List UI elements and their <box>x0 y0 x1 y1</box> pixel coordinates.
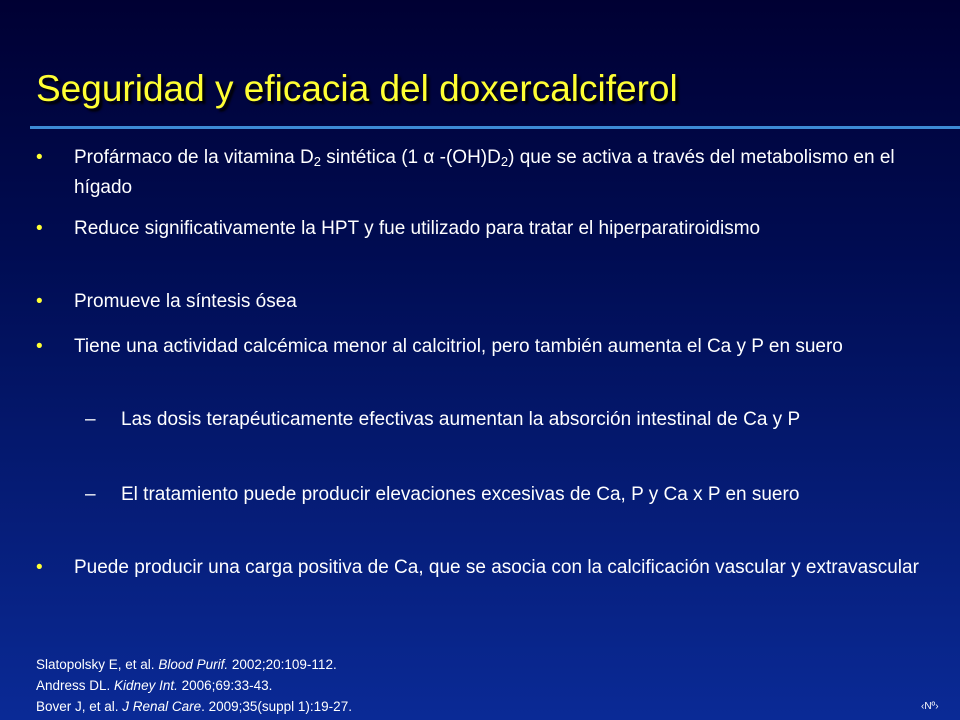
bullet-calcification <box>36 553 919 583</box>
bullet-text: Tiene una actividad calcémica menor al calcitriol, pero también aumenta el Ca y P en suero <box>74 336 843 357</box>
bullet-marker: • <box>36 291 43 312</box>
alpha-symbol: α <box>423 147 435 168</box>
references <box>36 654 352 717</box>
subbullet-elevations <box>85 480 801 510</box>
reference-2: Andress DL. Kidney Int. 2006;69:33-43. <box>36 678 273 693</box>
sub-bullet-text: El tratamiento puede producir elevaciones excesivas de Ca, P y Ca x P en suero <box>121 484 800 505</box>
reference-1: Slatopolsky E, et al. Blood Purif. 2002;20:109-112. <box>36 657 337 672</box>
sub-bullet-text: Las dosis terapéuticamente efectivas aumentan la absorción intestinal de Ca y P <box>121 409 801 430</box>
bullet-text: Profármaco de la vitamina $D_2$ sintética (1 α $-(OH)D_2$) que se activa a través del metabolismo en el hígado <box>74 147 895 198</box>
bullet-marker: • <box>36 218 43 239</box>
slide-number: ‹Nº› <box>921 701 939 712</box>
sub-bullet-marker: – <box>85 409 96 430</box>
bullet-marker: • <box>36 336 43 357</box>
reference-3: Bover J, et al. J Renal Care. 2009;35(suppl 1):19-27. <box>36 699 352 714</box>
subbullet-absorption <box>85 405 911 435</box>
slide-title: Seguridad y eficacia del doxercalciferol <box>36 68 678 109</box>
bullet-text: Promueve la síntesis ósea <box>74 291 297 312</box>
bullet-hpt <box>36 214 774 244</box>
bullet-calcemic <box>36 332 874 362</box>
bullet-text: Reduce significativamente la HPT y fue utilizado para tratar el hiperparatiroidismo <box>74 218 761 239</box>
bullet-prodrug <box>36 143 919 203</box>
bullet-text: Puede producir una carga positiva de Ca, que se asocia con la calcificación vascular y extravascular <box>74 557 919 578</box>
bullet-marker: • <box>36 147 43 168</box>
bullet-bone <box>36 287 919 317</box>
bullet-marker: • <box>36 557 43 578</box>
sub-bullet-marker: – <box>85 484 96 505</box>
